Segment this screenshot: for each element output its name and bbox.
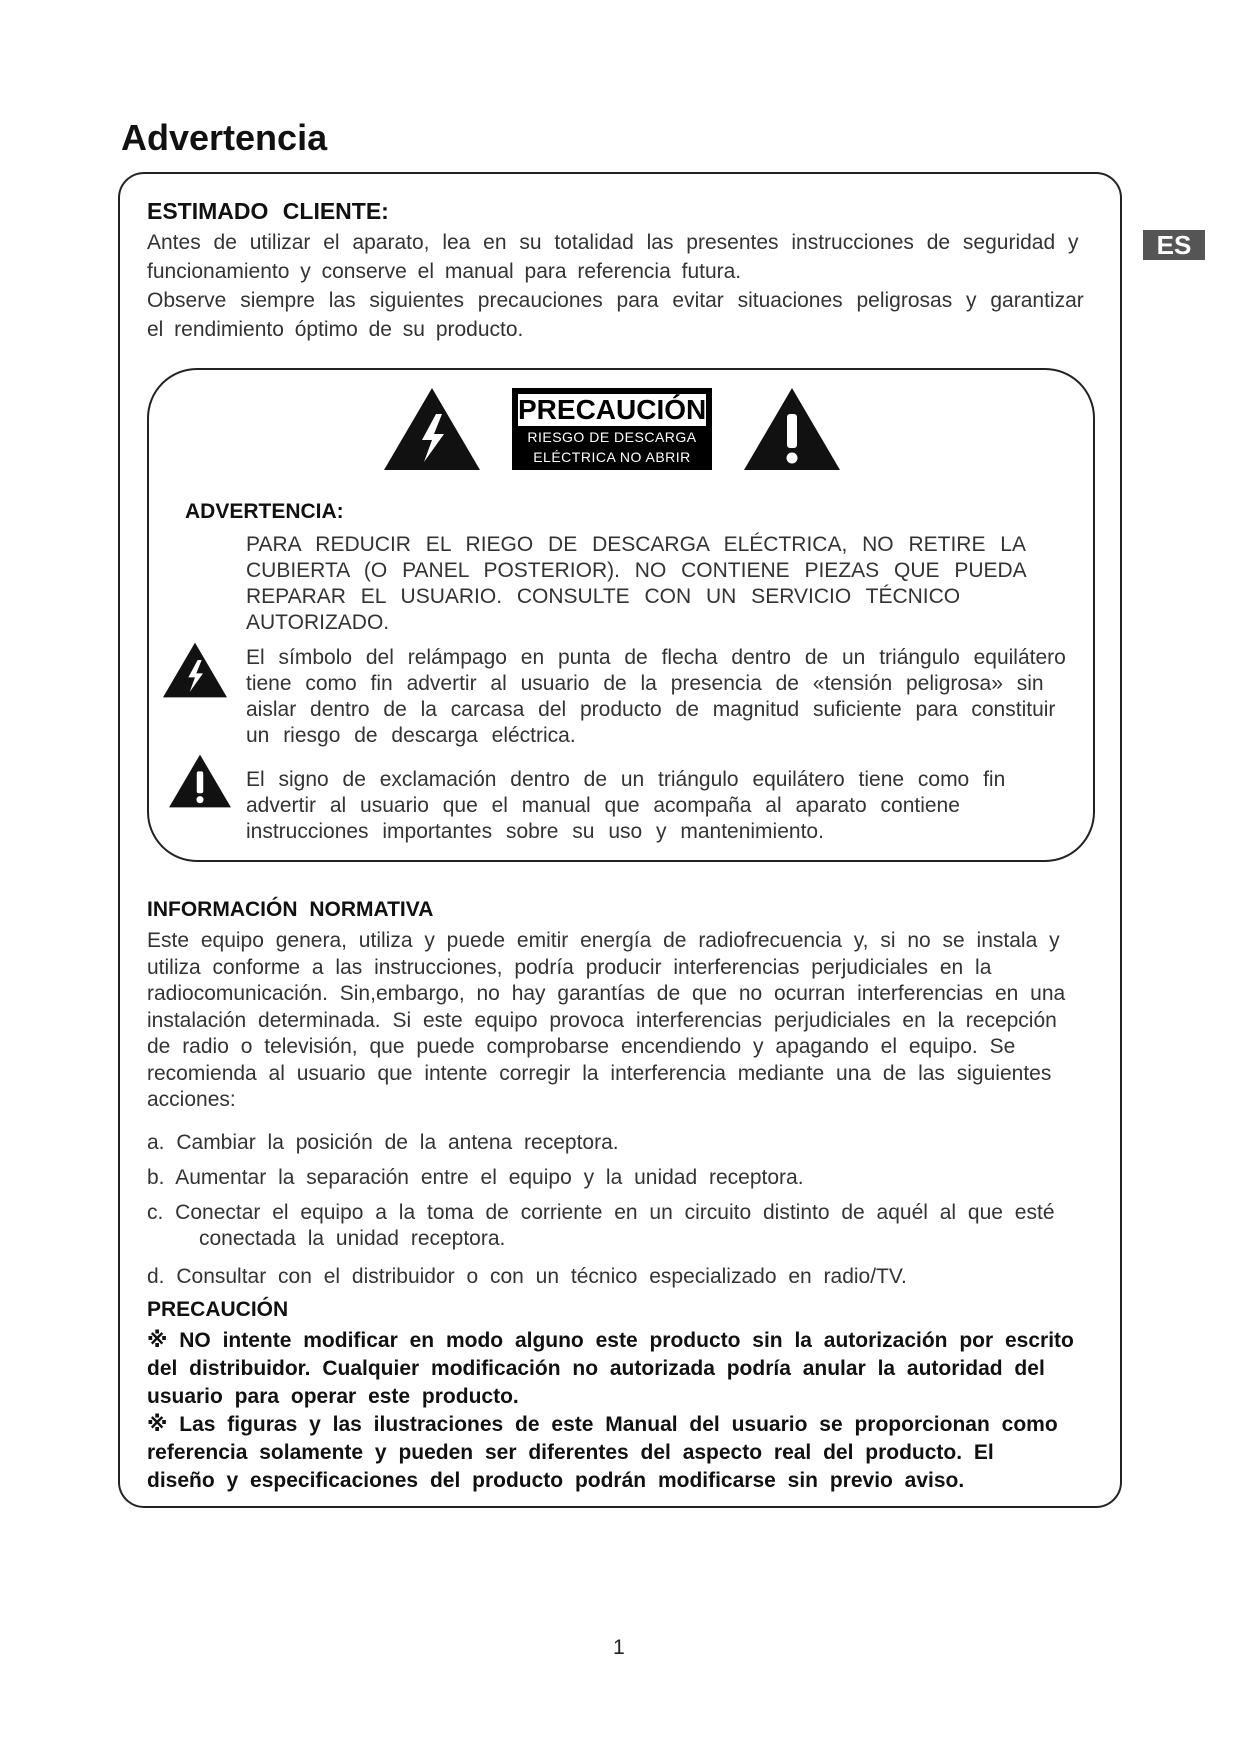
caution-paragraph xyxy=(147,1327,1074,1495)
intro-paragraph xyxy=(147,228,1197,344)
page-number: 1 xyxy=(613,1636,625,1659)
regulatory-line: Este equipo genera, utiliza y puede emitir energía de radiofrecuencia y, si no se instala y xyxy=(147,929,1060,952)
intro-line: funcionamiento y conserve el manual para referencia futura. xyxy=(147,260,742,283)
intro-line: Observe siempre las siguientes precauciones para evitar situaciones peligrosas y garantizar xyxy=(147,289,1084,312)
regulatory-item: b. Aumentar la separación entre el equipo y la unidad receptora. xyxy=(147,1166,804,1189)
caution-label-line: ELÉCTRICA NO ABRIR xyxy=(533,449,691,465)
warning-line: REPARAR EL USUARIO. CONSULTE CON UN SERVICIO TÉCNICO xyxy=(246,585,961,608)
regulatory-item: d. Consultar con el distribuidor o con un técnico especializado en radio/TV. xyxy=(147,1265,907,1288)
regulatory-heading: INFORMACIÓN NORMATIVA xyxy=(147,898,434,921)
exclamation-symbol-icon xyxy=(166,752,234,810)
caution-heading: PRECAUCIÓN xyxy=(147,1298,289,1321)
exclamation-explanation xyxy=(246,767,1005,845)
intro-line: Antes de utilizar el aparato, lea en su totalidad las presentes instrucciones de seguridad y xyxy=(147,231,1079,254)
exclamation-warning-icon xyxy=(740,384,844,474)
caution-line: ※ NO intente modificar en modo alguno este producto sin la autorización por escrito xyxy=(147,1329,1074,1352)
caution-line: usuario para operar este producto. xyxy=(147,1385,519,1408)
regulatory-line: radiocomunicación. Sin,embargo, no hay garantías de que no ocurran interferencias en una xyxy=(147,982,1066,1005)
warning-heading: ADVERTENCIA: xyxy=(185,500,344,523)
caution-label xyxy=(512,388,712,470)
lightning-line: El símbolo del relámpago en punta de flecha dentro de un triángulo equilátero xyxy=(246,646,1066,669)
caution-line: ※ Las figuras y las ilustraciones de este Manual del usuario se proporcionan como xyxy=(147,1413,1058,1436)
page-title: Advertencia xyxy=(121,117,328,158)
warning-line: PARA REDUCIR EL RIEGO DE DESCARGA ELÉCTRICA, NO RETIRE LA xyxy=(246,533,1026,556)
caution-line: del distribuidor. Cualquier modificación no autorizada podría anular la autoridad del xyxy=(147,1357,1045,1380)
caution-label-line: RIESGO DE DESCARGA xyxy=(527,429,697,445)
exclamation-line: El signo de exclamación dentro de un triángulo equilátero tiene como fin xyxy=(246,768,1006,791)
caution-line: diseño y especificaciones del producto podrán modificarse sin previo aviso. xyxy=(147,1469,965,1492)
language-tab: ES xyxy=(1143,230,1205,260)
regulatory-paragraph xyxy=(147,928,1065,1114)
intro-heading: ESTIMADO CLIENTE: xyxy=(147,198,389,224)
regulatory-item: c. Conectar el equipo a la toma de corriente en un circuito distinto de aquél al que esté xyxy=(147,1201,1055,1224)
lightning-line: aislar dentro de la carcasa del producto de magnitud suficiente para constituir xyxy=(246,698,1056,721)
exclamation-line: advertir al usuario que el manual que acompaña al aparato contiene xyxy=(246,794,960,817)
intro-line: el rendimiento óptimo de su producto. xyxy=(147,318,524,341)
regulatory-line: acciones: xyxy=(147,1088,236,1111)
regulatory-item: conectada la unidad receptora. xyxy=(199,1227,506,1250)
regulatory-line: utiliza conforme a las instrucciones, podría producir interferencias perjudiciales en la xyxy=(147,955,992,979)
warning-line: CUBIERTA (O PANEL POSTERIOR). NO CONTIENE PIEZAS QUE PUEDA xyxy=(246,559,1027,582)
warning-line: AUTORIZADO. xyxy=(246,611,390,634)
lightning-warning-icon xyxy=(380,384,484,474)
exclamation-line: instrucciones importantes sobre su uso y mantenimiento. xyxy=(246,820,824,843)
caution-line: referencia solamente y pueden ser diferentes del aspecto real del producto. El xyxy=(147,1441,994,1464)
regulatory-line: recomienda al usuario que intente corregir la interferencia mediante una de las siguientes xyxy=(147,1061,1052,1085)
lightning-line: un riesgo de descarga eléctrica. xyxy=(246,724,576,747)
warning-paragraph xyxy=(246,532,1027,636)
regulatory-line: de radio o televisión, que puede comprobarse encendiendo y apagando el equipo. Se xyxy=(147,1035,1016,1058)
lightning-line: tiene como fin advertir al usuario de la presencia de «tensión peligrosa» sin xyxy=(246,672,1044,695)
regulatory-line: instalación determinada. Si este equipo provoca interferencias perjudiciales en la recepción xyxy=(147,1008,1057,1032)
lightning-symbol-icon xyxy=(160,640,230,700)
regulatory-item: a. Cambiar la posición de la antena receptora. xyxy=(147,1131,619,1154)
caution-label-title: PRECAUCIÓN xyxy=(518,394,707,425)
lightning-explanation xyxy=(246,645,1066,749)
